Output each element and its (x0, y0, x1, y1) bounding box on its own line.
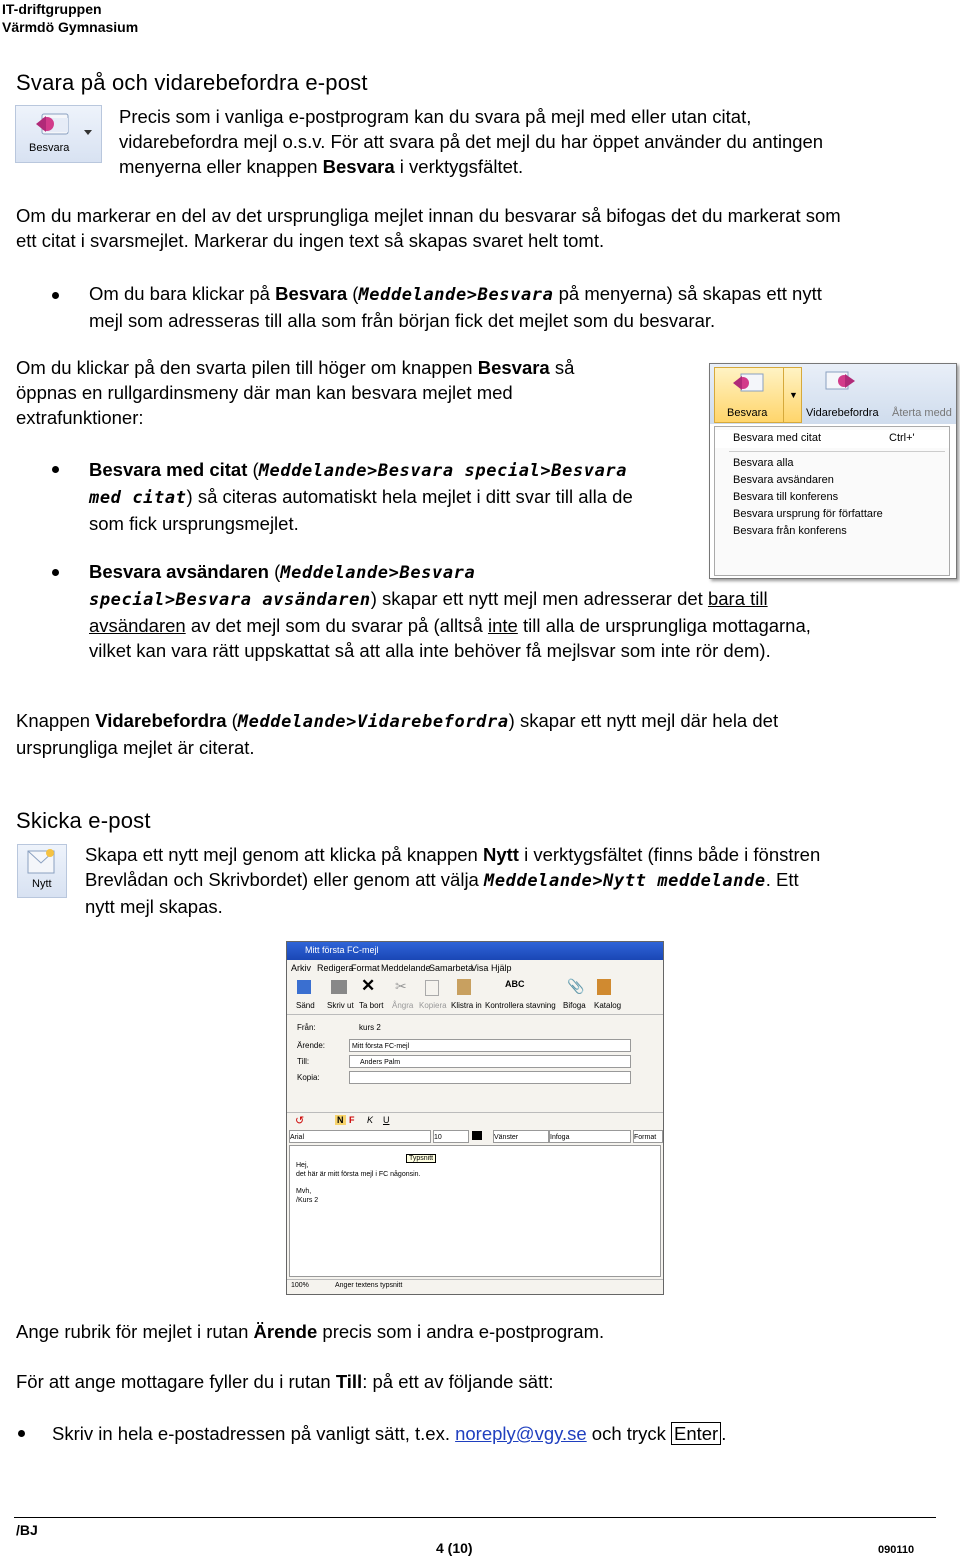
insert-select[interactable]: Infoga (549, 1130, 631, 1143)
paragraph-arrow: Om du klickar på den svarta pilen till höger om knappen Besvara så öppnas en rullgardinsmeny där man kan besvara mejlet med extrafunktioner: (16, 357, 575, 428)
recall-button-label[interactable]: Återta medd (892, 407, 952, 419)
dropdown-item[interactable]: Besvara avsändaren (733, 474, 834, 486)
header-school: Värmdö Gymnasium (2, 19, 139, 35)
menu-item[interactable]: Meddelande (381, 963, 431, 973)
color-swatch[interactable] (472, 1131, 482, 1140)
delete-icon[interactable]: ✕ (361, 976, 376, 995)
reply-icon-label: Besvara (29, 142, 70, 154)
compose-window-screenshot (286, 941, 664, 1295)
toolbar-label[interactable]: Skriv ut (327, 1001, 354, 1010)
font-select[interactable]: Arial (289, 1130, 431, 1143)
message-body[interactable]: Typsnitt Hej, det här är mitt första mejl i FC någonsin. Mvh, /Kurs 2 (289, 1145, 661, 1277)
reply-dropdown-screenshot (709, 363, 957, 579)
dropdown-item[interactable]: Besvara ursprung för författare (733, 508, 883, 520)
reply-icon (15, 105, 102, 163)
compose-title: Mitt första FC-mejl (305, 945, 379, 955)
forward-button-label[interactable]: Vidarebefordra (806, 407, 879, 419)
compose-menubar (291, 963, 661, 975)
italic-icon[interactable]: K (367, 1115, 374, 1125)
dropdown-item[interactable]: Besvara till konferens (733, 491, 839, 503)
send-icon[interactable] (297, 980, 311, 994)
underline-icon[interactable]: U (383, 1115, 390, 1125)
from-value: kurs 2 (359, 1023, 381, 1032)
undo-icon[interactable]: ✂ (395, 978, 407, 994)
toolbar-label[interactable]: Kontrollera stavning (485, 1001, 556, 1010)
toolbar-label[interactable]: Kopiera (419, 1001, 447, 1010)
bullet-dot (52, 569, 59, 576)
toolbar-label[interactable]: Ångra (392, 1001, 414, 1010)
format-select[interactable]: Format (633, 1130, 663, 1143)
section-title-send: Skicka e-post (16, 808, 151, 833)
bullet-reply-sender: Besvara avsändaren (Meddelande>Besvara special>Besvara avsändaren) skapar ett nytt mejl men adresserar det bara till avsändaren av det mejl som du svarar på (alltså inte till alla de ursprungliga mottagarna, vilket kan vara rätt uppskattat så att alla inte behöver få mejlsvar som inte rör dem). (89, 561, 811, 661)
new-mail-icon (17, 844, 67, 898)
intro-line3: menyerna eller knappen Besvara i verktygsfältet. (119, 156, 524, 177)
compose-headers: Från: kurs 2 Ärende: Mitt första FC-mejl Till: Anders Palm Kopia: (287, 1015, 663, 1111)
dropdown-item[interactable]: Besvara från konferens (733, 525, 847, 537)
intro-line2: vidarebefordra mejl o.s.v. För att svara på det mejl du har öppet använder du antingen (119, 131, 824, 152)
menu-item[interactable]: Redigera (317, 963, 354, 973)
menu-item[interactable]: Format (351, 963, 380, 973)
menu-item[interactable]: Arkiv (291, 963, 311, 973)
subject-field[interactable]: Mitt första FC-mejl (349, 1039, 631, 1052)
paragraph-quote: Om du markerar en del av det ursprungliga mejlet innan du besvarar så bifogas det du markerat som ett citat i svarsmejlet. Markerar du ingen text så skapas svaret helt tomt. (16, 205, 841, 251)
toolbar-label[interactable]: Sänd (296, 1001, 315, 1010)
paragraph-subject: Ange rubrik för mejlet i rutan Ärende precis som i andra e-postprogram. (16, 1321, 605, 1342)
footer-code: 090110 (878, 1544, 915, 1556)
chevron-down-icon[interactable]: ▼ (789, 390, 798, 400)
footer-divider (14, 1517, 936, 1518)
dropdown-item[interactable]: Besvara alla (733, 457, 794, 469)
paragraph-to: För att ange mottagare fyller du i rutan Till: på ett av följande sätt: (16, 1371, 554, 1392)
bullet-enter-address: Skriv in hela e-postadressen på vanligt sätt, t.ex. noreply@vgy.se och tryck Enter . (52, 1423, 727, 1444)
bullet-reply: Om du bara klickar på Besvara (Meddelande>Besvara på menyerna) så skapas ett nytt mejl som adresseras till alla som från början fick det mejlet som du besvarar. (89, 283, 822, 331)
dropdown-item[interactable]: Besvara med citat Ctrl+' (715, 430, 949, 448)
toolbar-label[interactable]: Katalog (594, 1001, 622, 1010)
toolbar-label[interactable]: Ta bort (359, 1001, 384, 1010)
dropdown-menu (714, 426, 950, 576)
font-bar (287, 1129, 663, 1143)
menu-item[interactable]: Visa (471, 963, 489, 973)
bullet-dot (52, 292, 59, 299)
forward-icon (822, 370, 858, 396)
copy-icon[interactable] (425, 980, 439, 996)
status-bar: 100% Anger textens typsnitt (287, 1279, 663, 1294)
email-link[interactable]: noreply@vgy.se (455, 1423, 587, 1444)
paste-icon[interactable] (457, 979, 471, 995)
tooltip: Typsnitt (406, 1154, 436, 1163)
compose-titlebar (287, 942, 663, 960)
align-select[interactable]: Vänster (493, 1130, 549, 1143)
menu-item[interactable]: Samarbeta (429, 963, 474, 973)
catalog-icon[interactable] (597, 979, 611, 995)
compose-toolbar (287, 976, 663, 1015)
bold-button[interactable]: N (337, 1115, 344, 1125)
intro-paragraph (119, 104, 919, 179)
bullet-reply-quote: Besvara med citat (Meddelande>Besvara special>Besvara med citat) så citeras automatiskt hela mejlet i ditt svar till alla de som fick ursprungsmejlet. (89, 459, 633, 534)
format-toolbar (287, 1112, 663, 1129)
undo-icon[interactable]: ↺ (295, 1115, 305, 1127)
to-field[interactable]: Anders Palm (349, 1055, 631, 1068)
attach-icon[interactable]: 📎 (567, 978, 585, 994)
toolbar-label[interactable]: Bifoga (563, 1001, 586, 1010)
section-title-reply: Svara på och vidarebefordra e-post (16, 70, 368, 95)
spellcheck-icon[interactable]: ABC (505, 979, 525, 989)
menu-item[interactable]: Hjälp (491, 963, 512, 973)
cc-field[interactable] (349, 1071, 631, 1084)
toolbar-label[interactable]: Klistra in (451, 1001, 482, 1010)
header-org: IT-driftgruppen (2, 1, 102, 17)
footer-page: 4 (10) (436, 1540, 473, 1556)
bullet-dot (52, 466, 59, 473)
reply-button-label: Besvara (727, 407, 768, 419)
size-select[interactable]: 10 (433, 1130, 469, 1143)
bullet-dot (18, 1430, 25, 1437)
intro-line1: Precis som i vanliga e-postprogram kan du svara på mejl med eller utan citat, (119, 106, 752, 127)
paragraph-forward: Knappen Vidarebefordra (Meddelande>Vidarebefordra) skapar ett nytt mejl där hela det ursprungliga mejlet är citerat. (16, 710, 779, 758)
enter-key: Enter (671, 1422, 721, 1445)
bold-icon[interactable]: F (349, 1115, 355, 1125)
print-icon[interactable] (331, 980, 347, 994)
new-mail-icon-label: Nytt (32, 878, 52, 890)
footer-author: /BJ (16, 1522, 38, 1538)
paragraph-new-mail: Skapa ett nytt mejl genom att klicka på knappen Nytt i verktygsfältet (finns både i fönstren Brevlådan och Skrivbordet) eller genom att välja Meddelande>Nytt meddelande. Ett nytt mejl skapas. (85, 844, 821, 917)
reply-button-highlight[interactable] (714, 367, 802, 423)
